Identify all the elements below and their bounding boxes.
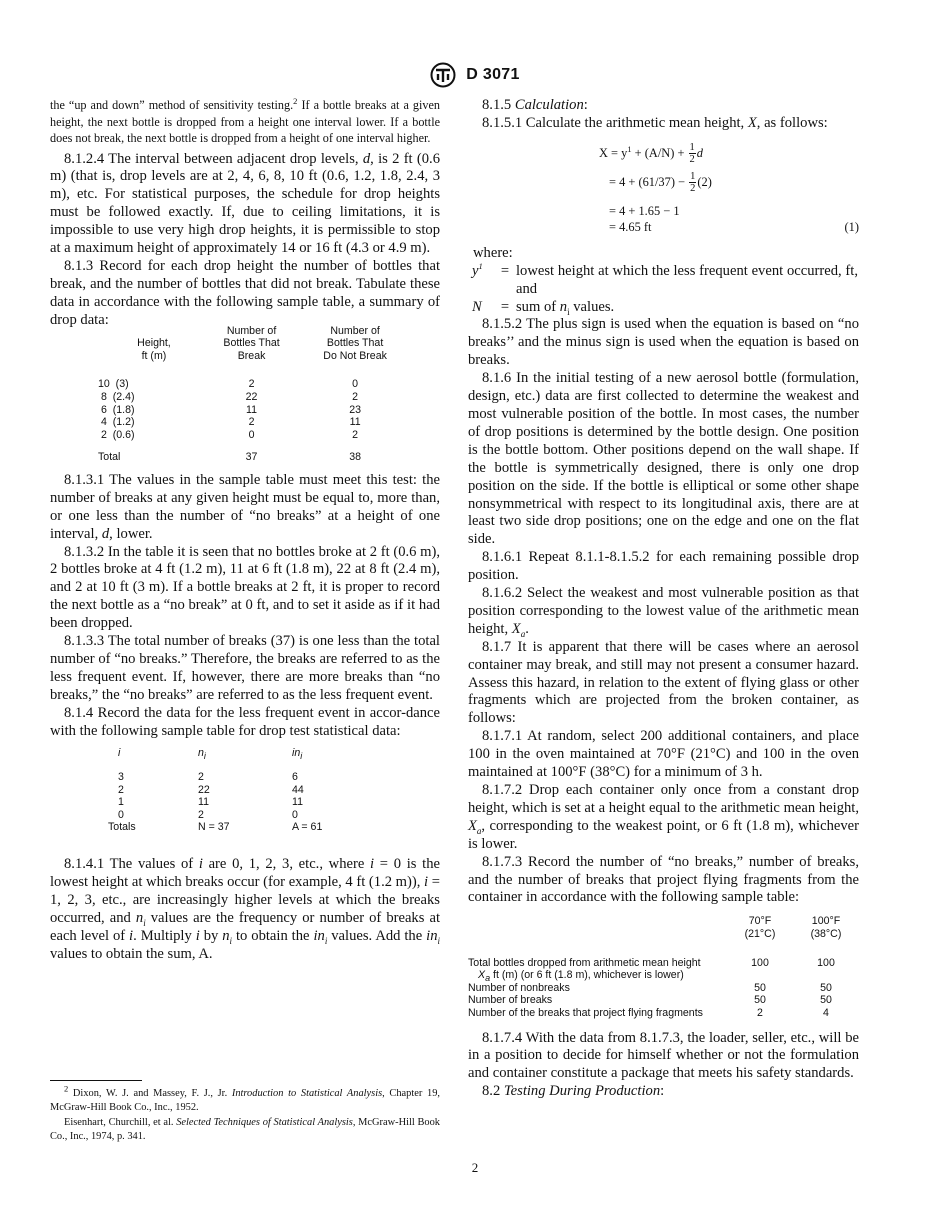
table-total-row <box>50 451 410 464</box>
paragraph-8-1-7-4: 8.1.7.4 With the data from 8.1.7.3, the loader, seller, etc., will be in a position to decide for himself whether or not the formulation and container constitute a package that meets his safety standards. <box>468 1029 859 1082</box>
table-header-row: i $n_i$ $in_i$ <box>118 746 303 761</box>
section-8-1-5-heading: 8.1.5 Calculation: <box>482 97 588 113</box>
table-cell: 11 <box>198 796 209 809</box>
table-cell: 10 (3) <box>98 378 129 391</box>
table-cell: 3 <box>118 771 124 784</box>
paragraph-continuation: the “up and down” method of sensitivity testing.$^2$ If a bottle breaks at a given height, the next bottle is dropped from a height one interval lower. If a bottle does not break, the next bottle is dropped from a height of one interval higher. <box>50 95 440 145</box>
table-cell: N = 37 <box>198 821 230 834</box>
table-cell: 0 <box>352 378 359 391</box>
table-cell: 50 <box>820 994 832 1007</box>
footnotes <box>50 1080 440 1144</box>
table-cell: 8 (2.4) <box>98 390 135 403</box>
paragraph-8-1-7: 8.1.7 It is apparent that there will be cases where an aerosol container may break, and still may not present a consumer hazard. Assess this hazard, in relation to the extent of flying glass or other fragments which are projected from the broken container, as follows: <box>468 638 859 727</box>
section-8-2-heading: 8.2 Testing During Production: <box>482 1083 665 1100</box>
table-cell: 11 <box>292 796 303 809</box>
paragraph-8-1-3-2: 8.1.3.2 In the table it is seen that no bottles broke at 2 ft (0.6 m), 2 bottles broke at 4 ft (1.2 m), 11 at 6 ft (1.8 m), 22 at 8 ft (2.4 m), and 2 at 10 ft (3 m). If a bottle breaks at 2 ft, it is proper to record the next bottle as a “no break” at 0 ft, and to set it aside as if it had been dropped. <box>50 543 440 632</box>
table-row <box>50 429 410 442</box>
table-cell: 37 <box>245 451 258 464</box>
column-header: Height, ft (m) <box>137 337 171 362</box>
table-cell: 2 <box>352 428 359 441</box>
equation-line: = 4.65 ft (1) <box>609 219 859 234</box>
table-cell: 2 <box>198 808 204 821</box>
hazard-table <box>468 915 859 1019</box>
paragraph-8-1-6-1: 8.1.6.1 Repeat 8.1.1-8.1.5.2 for each remaining possible drop position. <box>468 549 859 584</box>
column-header: 100°F (38°C) <box>810 915 842 940</box>
table-cell: Number of nonbreaks <box>468 981 570 994</box>
table-cell: 100 <box>817 956 835 969</box>
table-header-row <box>50 325 410 363</box>
table-cell: 2 <box>198 771 204 784</box>
definition-row: $y^1$ = lowest height at which the less frequent event occurred, ft, and <box>472 260 858 297</box>
statistical-data-table <box>108 747 386 835</box>
table-cell: Totals <box>108 821 136 834</box>
table-row <box>468 1007 859 1020</box>
paragraph-8-1-7-2: 8.1.7.2 Drop each container only once from a constant drop height, which is set at a height equal to the arithmetic mean height, $X_a$, corresponding to the weakest point, or 6 ft (1.8 m), whichever is lower. <box>468 782 859 852</box>
footnote: Eisenhart, Churchill, et al. Selected Techniques of Statistical Analysis, McGraw-Hill Book Co., Inc., 1974, p. 341. <box>50 1116 440 1142</box>
paragraph-8-1-3-1: 8.1.3.1 The values in the sample table must meet this test: the number of breaks at any given height must be equal to, more than, or one less than the number of “no breaks” at a height of one interval, d, lower. <box>50 471 440 542</box>
column-header: i <box>118 746 121 759</box>
table-header-row <box>468 915 859 940</box>
table-cell: 50 <box>754 994 766 1007</box>
fraction: $\frac{1}{2}$ <box>689 142 695 166</box>
equation-line: $X = y^1 + (A/N)$ + $\frac{1}{2}$ d <box>599 142 703 166</box>
table-cell: 38 <box>349 451 361 464</box>
table-cell: 44 <box>292 783 304 796</box>
astm-logo-icon <box>430 62 456 88</box>
table-row <box>50 416 410 429</box>
table-cell: 22 <box>198 783 210 796</box>
table-cell: 6 <box>292 771 298 784</box>
drop-data-table <box>50 325 410 464</box>
paragraph-8-1-7-3: 8.1.7.3 Record the number of “no breaks,” number of breaks, and the number of breaks that project flying fragments from the container in accordance with the following sample table: <box>468 853 859 906</box>
table-cell: Total bottles dropped from arithmetic mean height $X_a$ ft (m) (or 6 ft (1.8 m), whichever is lower) <box>468 956 701 984</box>
equation-number: (1) <box>844 219 859 234</box>
definition-row: N = sum of $n_i$ values. <box>472 298 615 317</box>
fraction: $\frac{1}{2}$ <box>690 171 696 195</box>
table-cell: 22 <box>245 390 258 403</box>
footnote: $^2$ Dixon, W. J. and Massey, F. J., Jr. Introduction to Statistical Analysis, Chapter 19, McGraw-Hill Book Co., Inc., 1952. <box>50 1083 440 1114</box>
table-cell: 6 (1.8) <box>98 403 135 416</box>
column-header: Number of Bottles That Do Not Break <box>323 324 387 362</box>
paragraph-8-1-4-1: 8.1.4.1 The values of i are 0, 1, 2, 3, etc., where i = 0 is the lowest height at which breaks occur (for example, 4 ft (1.2 m)), i = 1, 2, 3, etc., are increasingly higher levels at which the breaks occurred, and $n_i$ values are the frequency or number of breaks at each level of i. Multiply i by $n_i$ to obtain the $in_i$ values. Add the $in_i$ values to obtain the sum, A. <box>50 856 441 962</box>
table-cell: Total <box>98 451 121 464</box>
table-cell: 100 <box>751 956 769 969</box>
table-cell: 2 <box>352 390 359 403</box>
paragraph-8-1-2-4: 8.1.2.4 The interval between adjacent drop levels, d, is 2 ft (0.6 m) (that is, drop levels are at 2, 4, 6, 8, 10 ft (0.6, 1.2, 1.8, 2.4, 3 m), etc. For statistical purposes, the schedule for drop heights must be followed exactly. If, due to ceiling limitations, it is impossible to use very high drop heights, it is permissible to stop at a maximum height of approximately 14 or 16 ft (4.3 or 4.9 m). <box>50 150 440 257</box>
column-header: Number of Bottles That Break <box>223 324 280 362</box>
table-cell: 0 <box>248 428 255 441</box>
table-cell: 2 <box>248 416 255 429</box>
document-number: D 3071 <box>466 66 520 83</box>
table-row <box>108 771 386 784</box>
table-cell: 1 <box>118 796 124 809</box>
paragraph-8-1-3-3: 8.1.3.3 The total number of breaks (37) is one less than the total number of “no breaks.” Therefore, the breaks are referred to as the less frequent event. If, however, there are more breaks than “no breaks,” the “no breaks” are referred to as the less frequent event. <box>50 633 440 703</box>
table-cell: 50 <box>754 981 766 994</box>
where-label: where: <box>473 244 513 261</box>
table-cell: 0 <box>292 808 298 821</box>
table-cell: Number of breaks <box>468 994 553 1007</box>
table-cell: Number of the breaks that project flying fragments <box>468 1006 703 1019</box>
footnote-divider <box>50 1080 142 1081</box>
table-row <box>108 784 386 797</box>
paragraph-8-1-7-1: 8.1.7.1 At random, select 200 additional containers, and place 100 in the oven maintained at 70°F (21°C) and 100 in the oven maintained at 100°F (38°C) for a minimum of 3 h. <box>468 728 859 781</box>
table-cell: A = 61 <box>292 821 323 834</box>
table-cell: 4 (1.2) <box>98 416 135 429</box>
table-cell: 2 <box>248 378 255 391</box>
table-cell: 4 <box>823 1006 829 1019</box>
column-header: 70°F (21°C) <box>744 915 776 940</box>
right-column <box>468 97 859 1101</box>
table-row <box>468 994 859 1007</box>
equation-1 <box>468 139 859 235</box>
table-cell: 11 <box>349 416 361 429</box>
paragraph-8-1-5-2: 8.1.5.2 The plus sign is used when the equation is based on “no breaks’’ and the minus sign is used when the equation is based on breaks. <box>468 316 859 369</box>
paragraph-8-1-6: 8.1.6 In the initial testing of a new aerosol bottle (formulation, design, etc.) data are first collected to determine the weakest and most vulnerable position of the bottle. In most cases, the number of drop positions is determined by the bottle design. One position is the bottle bottom. Other positions depend on the wall shape. If the bottle is symmetrically designed, there is only one drop position on the side. If the bottle is elliptical or some other shape nonsymmetrical with respect to its longitudinal axis, there are at least two side drop positions; one on the edge and one on the flat side. <box>468 370 859 548</box>
variable-definitions <box>472 260 858 317</box>
table-cell: 2 (0.6) <box>98 428 135 441</box>
table-row <box>468 982 859 995</box>
table-row <box>50 404 410 417</box>
paragraph-8-1-5-1: 8.1.5.1 Calculate the arithmetic mean height, X, as follows: <box>482 114 828 131</box>
equation-line: = 4 + 1.65 − 1 <box>609 203 680 218</box>
page-number: 2 <box>471 1160 479 1175</box>
page-header <box>0 62 950 88</box>
table-cell: 50 <box>820 981 832 994</box>
paragraph-8-1-3: 8.1.3 Record for each drop height the number of bottles that break, and the number of bottles that did not break. Tabulate these data in accordance with the following sample table, a summary of drop data: <box>50 257 440 328</box>
equation-line: = 4 + (61/37) − $\frac{1}{2}$ (2) <box>609 171 712 195</box>
table-total-row <box>108 821 386 834</box>
table-row <box>108 809 386 822</box>
table-cell: 2 <box>118 783 124 796</box>
table-row <box>468 957 859 982</box>
table-cell: 2 <box>757 1006 763 1019</box>
table-cell: 23 <box>349 403 361 416</box>
paragraph-8-1-6-2: 8.1.6.2 Select the weakest and most vulnerable position as that position corresponding to the lowest value of the arithmetic mean height, $X_a$. <box>468 585 859 639</box>
column-header: n <box>198 746 204 759</box>
table-cell: 11 <box>246 403 258 416</box>
left-column <box>50 97 440 964</box>
column-header: in <box>292 746 301 759</box>
table-row <box>50 378 410 391</box>
table-row <box>108 796 386 809</box>
table-row <box>50 391 410 404</box>
table-cell: 0 <box>118 808 124 821</box>
paragraph-8-1-4: 8.1.4 Record the data for the less frequent event in accor-dance with the following sample table for drop test statistical data: <box>50 704 440 739</box>
